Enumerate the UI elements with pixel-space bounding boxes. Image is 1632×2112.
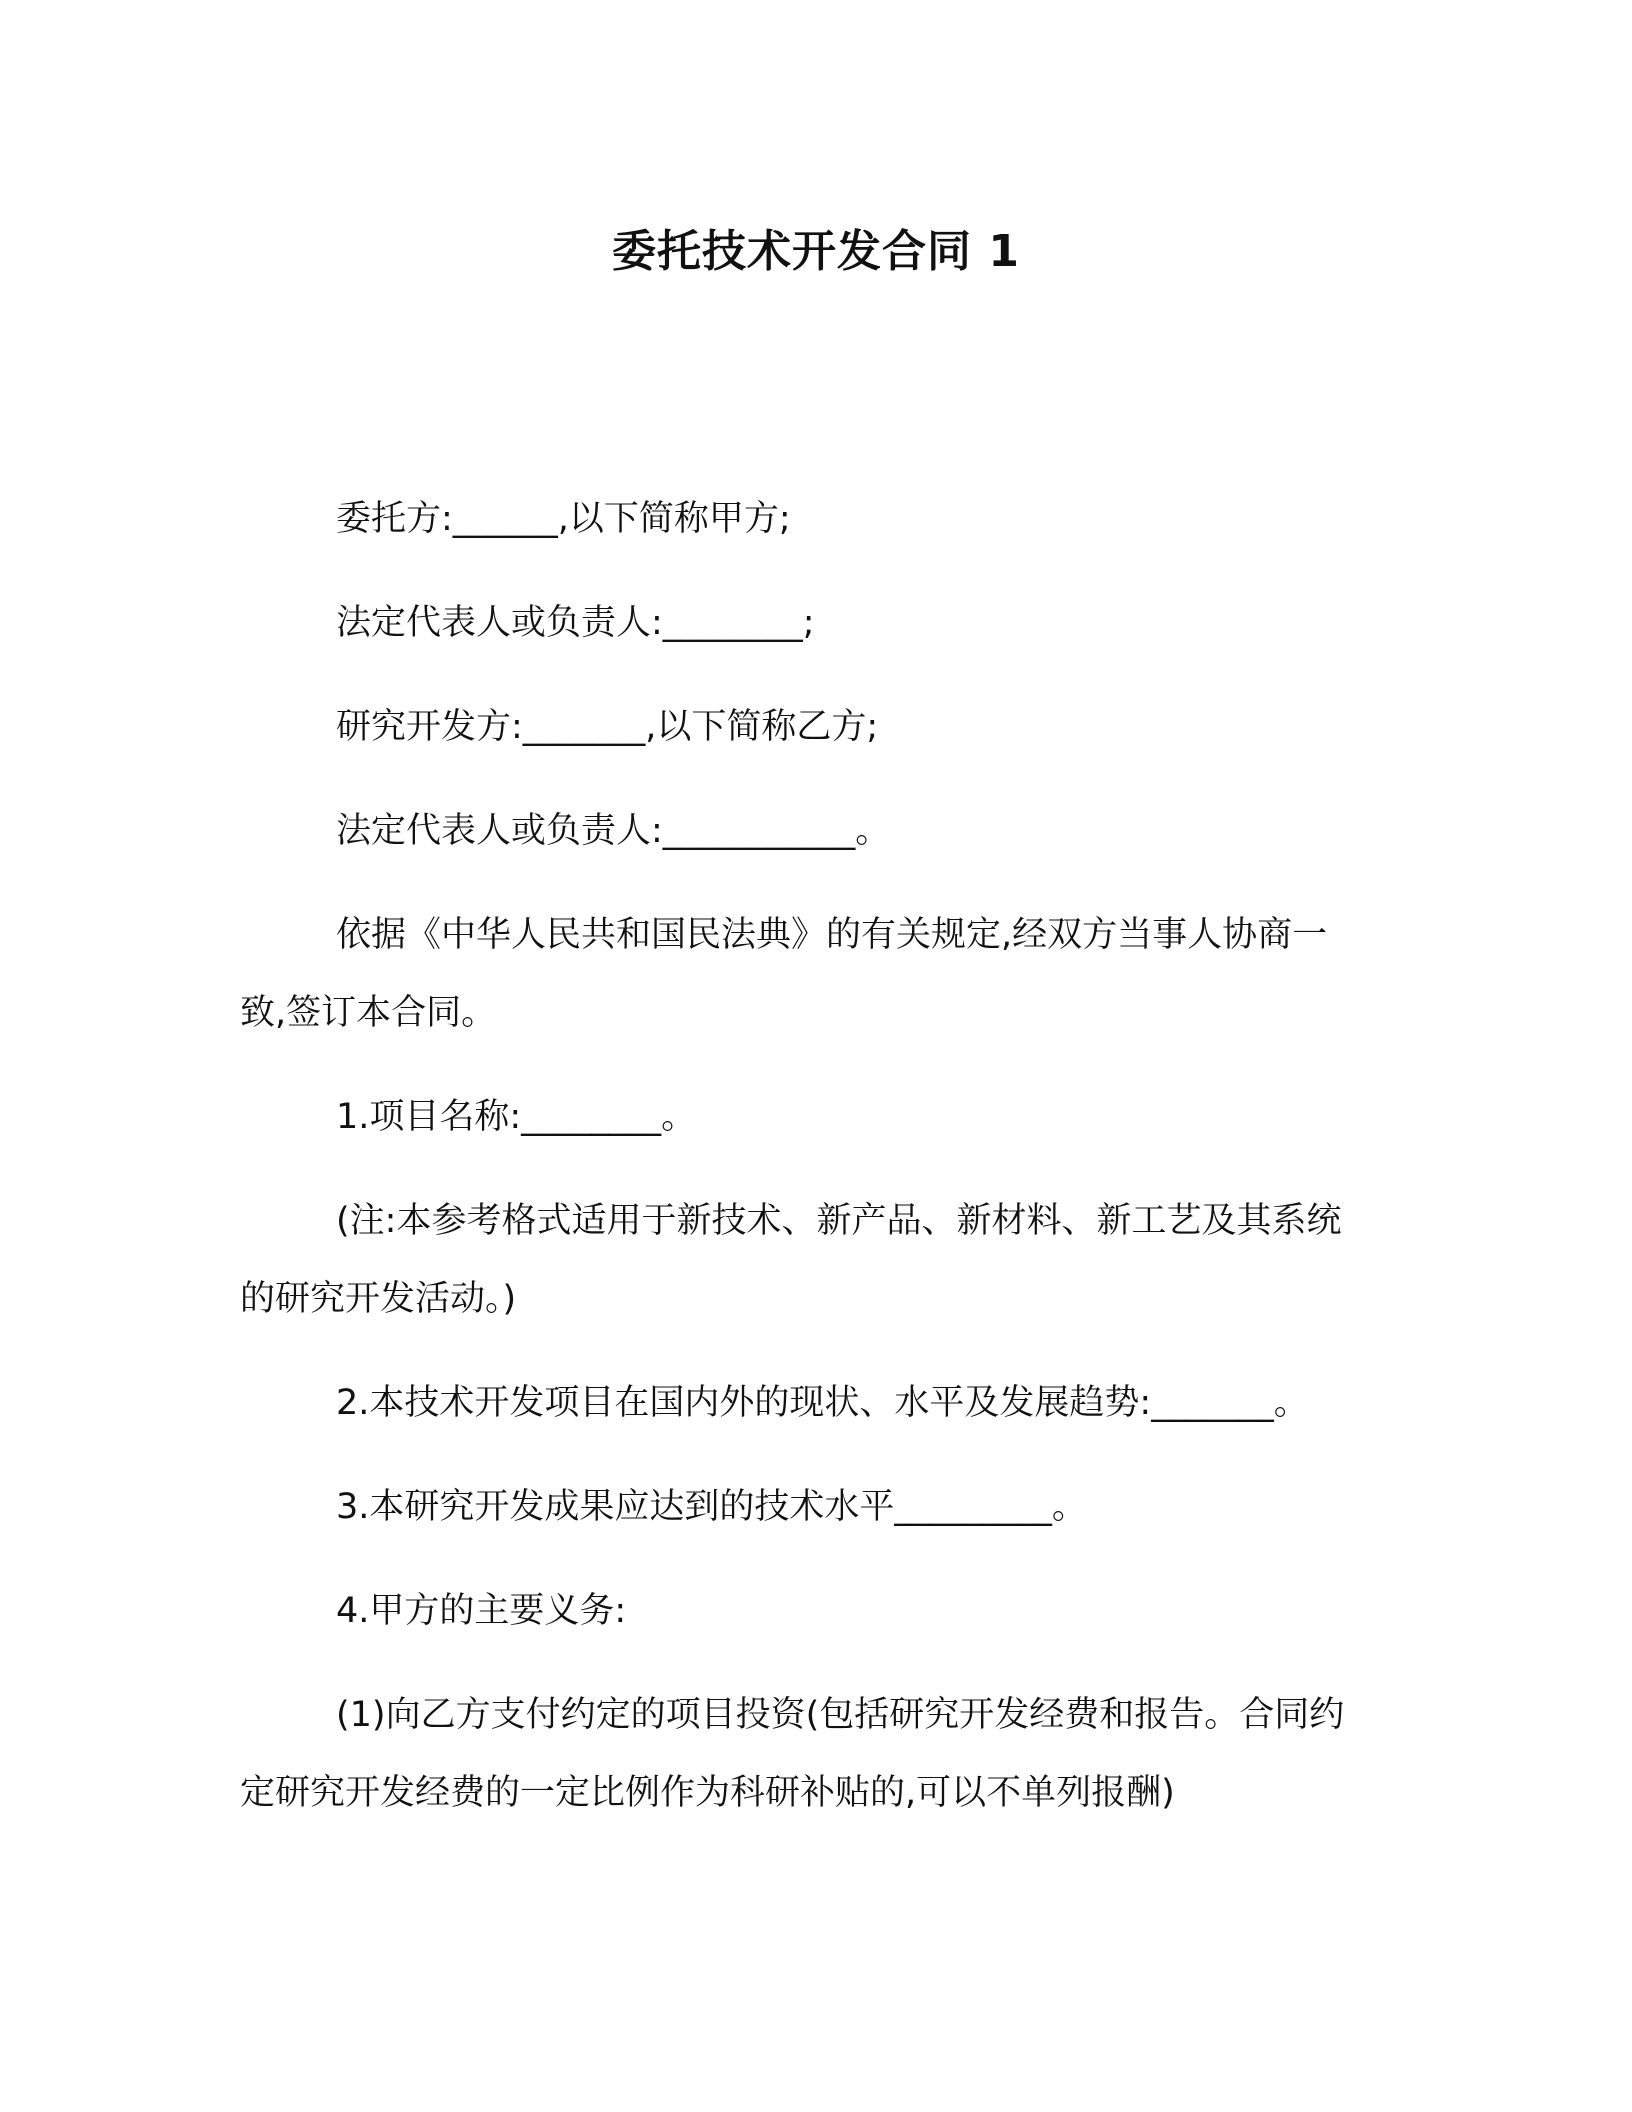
- clause-party-a-representative: 法定代表人或负责人:________;: [336, 603, 815, 643]
- clause-developing-party: 研究开发方:_______,以下简称乙方;: [336, 707, 879, 747]
- clause-note: (注:本参考格式适用于新技术、新产品、新材料、新工艺及其系统的研究开发活动。): [240, 1201, 1342, 1319]
- clause-obligation-1: (1)向乙方支付约定的项目投资(包括研究开发经费和报告。合同约定研究开发经费的一定比例作为科研补贴的,可以不单列报酬): [240, 1695, 1345, 1813]
- document-title: 委托技术开发合同 1: [612, 226, 1020, 277]
- clause-party-b-representative: 法定代表人或负责人:___________。: [336, 811, 891, 851]
- clause-party-a-obligations: 4.甲方的主要义务:: [336, 1591, 627, 1631]
- clause-project-name: 1.项目名称:________。: [336, 1097, 697, 1137]
- clause-legal-basis: 依据《中华人民共和国民法典》的有关规定,经双方当事人协商一致,签订本合同。: [240, 915, 1328, 1033]
- clause-entrusting-party: 委托方:______,以下简称甲方;: [336, 499, 791, 539]
- clause-status-and-trends: 2.本技术开发项目在国内外的现状、水平及发展趋势:_______。: [336, 1383, 1309, 1423]
- clause-technical-level: 3.本研究开发成果应达到的技术水平_________。: [336, 1487, 1087, 1527]
